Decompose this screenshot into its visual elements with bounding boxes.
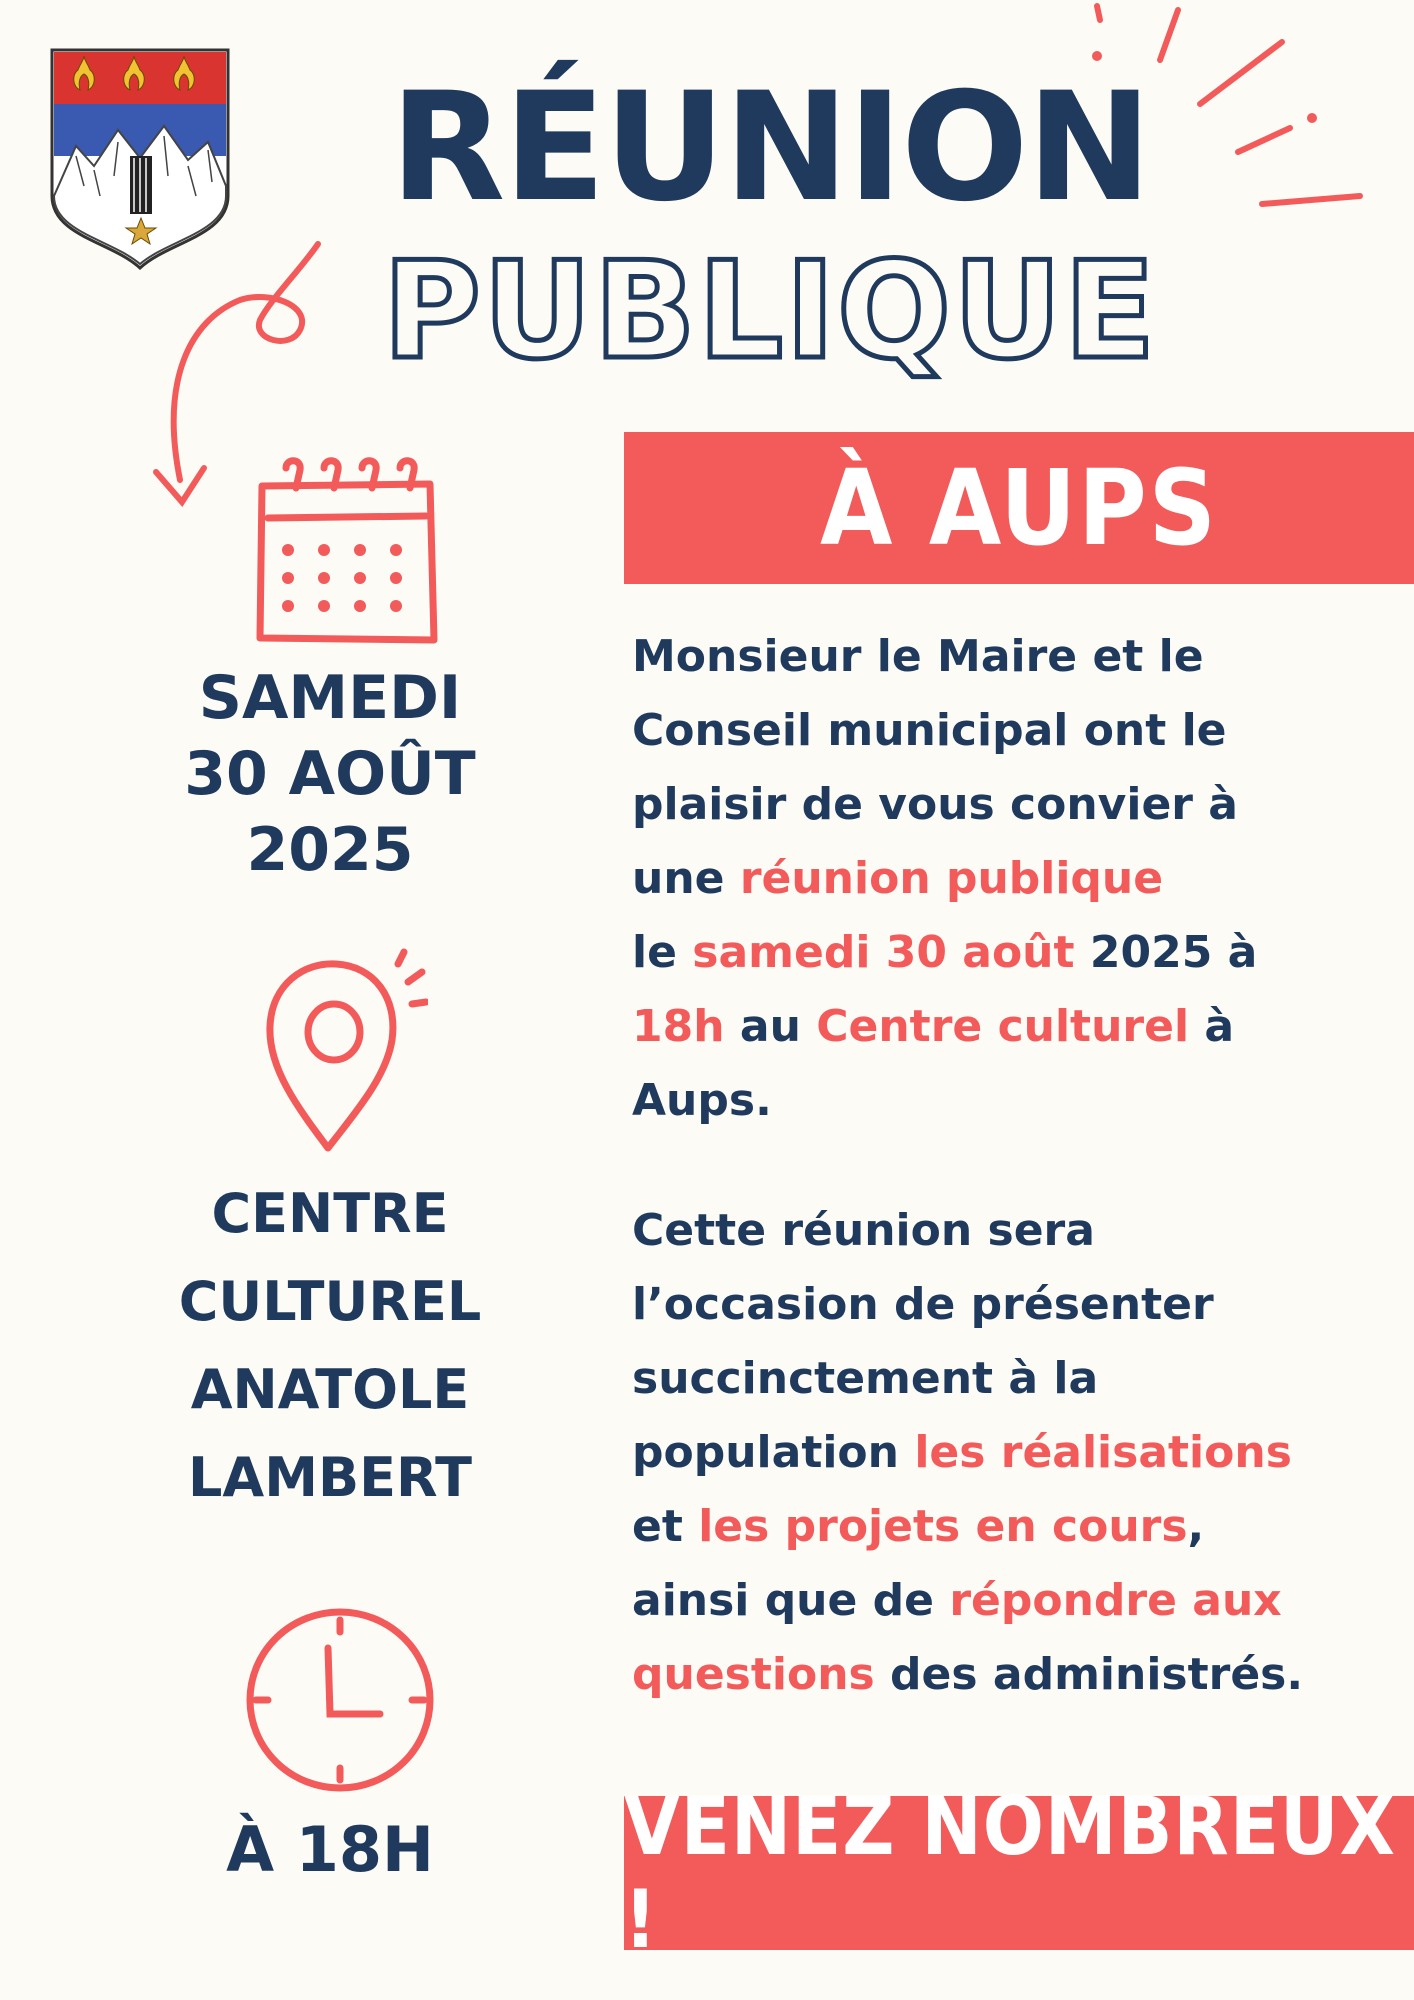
para1-line4a: une bbox=[632, 853, 740, 904]
para1-line7: Aups. bbox=[632, 1075, 772, 1126]
venue-line-3: ANATOLE bbox=[190, 1358, 470, 1421]
time-block bbox=[140, 1812, 520, 1888]
highlight-venue: Centre culturel bbox=[816, 1001, 1190, 1052]
venue-line-2: CULTUREL bbox=[178, 1270, 482, 1333]
venue-line-1: CENTRE bbox=[211, 1182, 449, 1245]
date-line-date: 30 AOÛT bbox=[184, 739, 476, 809]
para2-line7a: des administrés. bbox=[874, 1649, 1304, 1700]
location-pin-icon bbox=[258, 948, 428, 1158]
date-block bbox=[140, 660, 520, 888]
para2-line5b: , bbox=[1187, 1501, 1205, 1552]
para2-line2: l’occasion de présenter bbox=[632, 1279, 1214, 1330]
highlight-questions: questions bbox=[632, 1649, 875, 1700]
highlight-projets: les projets en cours bbox=[698, 1501, 1188, 1552]
para2-line5a: et bbox=[632, 1501, 699, 1552]
highlight-reunion-publique: réunion publique bbox=[739, 853, 1164, 904]
para1-line6a: au bbox=[724, 1001, 817, 1052]
venue-line-4: LAMBERT bbox=[188, 1446, 472, 1509]
highlight-time: 18h bbox=[632, 1001, 725, 1052]
para2-line6a: ainsi que de bbox=[632, 1575, 950, 1626]
highlight-repondre: répondre aux bbox=[949, 1575, 1282, 1626]
calendar-icon bbox=[252, 454, 442, 646]
para1-line6b: à bbox=[1189, 1001, 1235, 1052]
banner-a-aups-label: À AUPS bbox=[819, 447, 1219, 569]
clock-icon bbox=[240, 1598, 440, 1798]
para1-line3: plaisir de vous convier à bbox=[632, 779, 1238, 830]
banner-venez-nombreux-label: VENEZ NOMBREUX ! bbox=[624, 1780, 1396, 1966]
para1-line1: Monsieur le Maire et le bbox=[632, 631, 1204, 682]
title-reunion: RÉUNION bbox=[389, 61, 1151, 235]
date-line-year: 2025 bbox=[246, 815, 414, 885]
para2-line4a: population bbox=[632, 1427, 915, 1478]
banner-venez-nombreux bbox=[624, 1780, 1414, 1966]
para1-line5a: le bbox=[632, 927, 693, 978]
para1-line5b: 2025 à bbox=[1074, 927, 1258, 978]
venue-block bbox=[140, 1170, 520, 1522]
title-publique: PUBLIQUE bbox=[382, 233, 1158, 389]
banner-a-aups bbox=[624, 432, 1414, 584]
para2-line3: succinctement à la bbox=[632, 1353, 1099, 1404]
highlight-realisations: les réalisations bbox=[914, 1427, 1292, 1478]
date-line-day: SAMEDI bbox=[198, 663, 462, 733]
invitation-paragraph bbox=[632, 620, 1392, 1138]
time-label: À 18H bbox=[226, 1813, 434, 1886]
coat-of-arms-logo bbox=[48, 46, 232, 272]
purpose-paragraph bbox=[632, 1194, 1392, 1712]
para1-line2: Conseil municipal ont le bbox=[632, 705, 1227, 756]
highlight-date: samedi 30 août bbox=[692, 927, 1075, 978]
para2-line1: Cette réunion sera bbox=[632, 1205, 1095, 1256]
